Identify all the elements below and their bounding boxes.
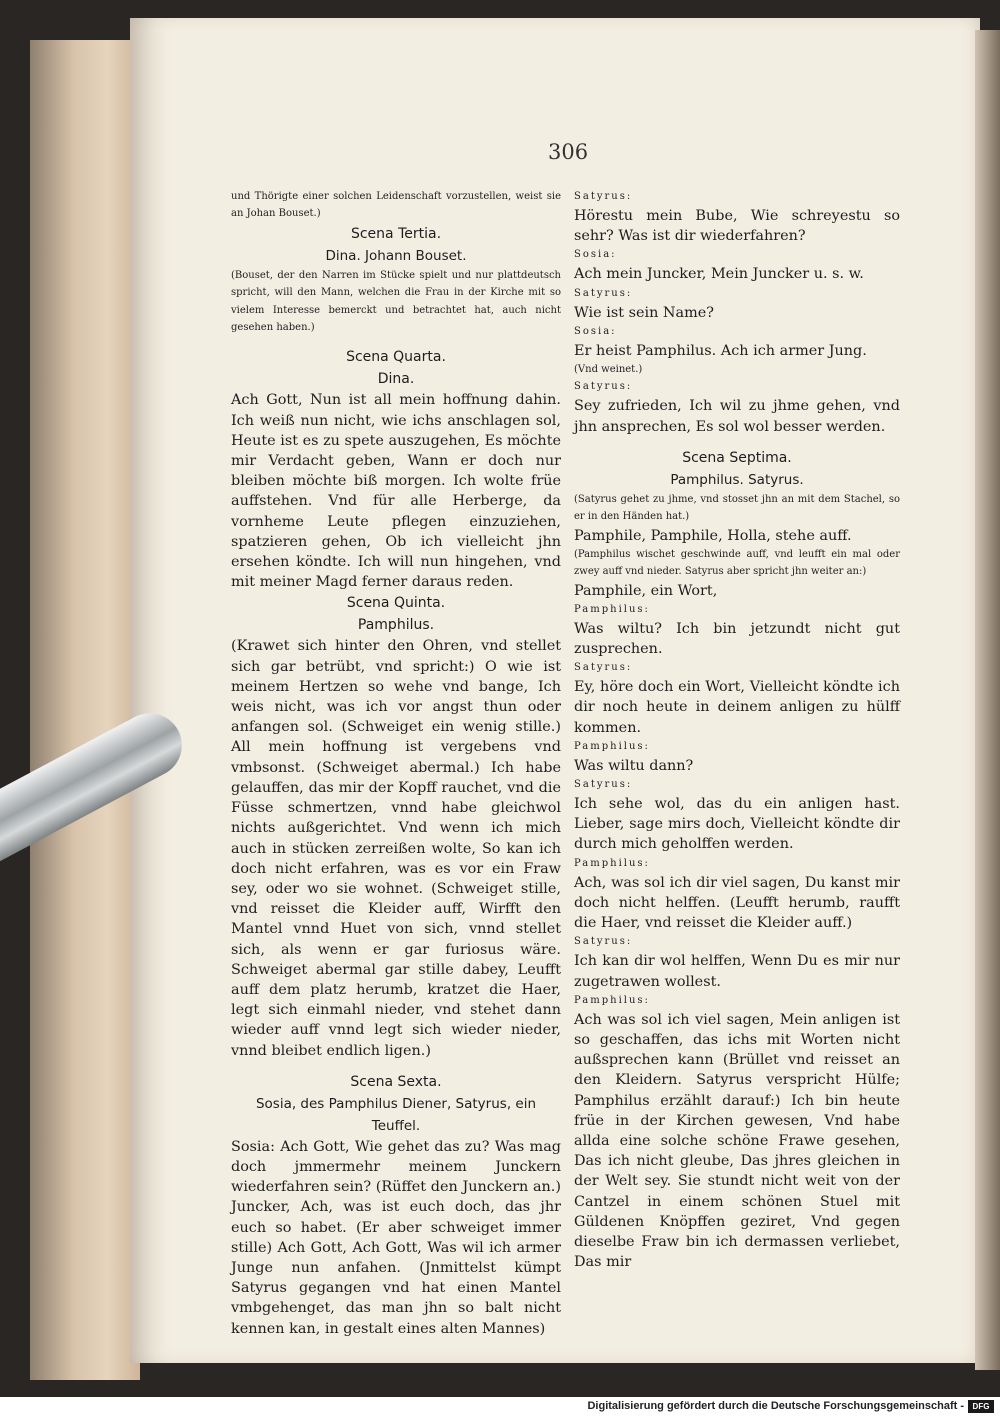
- footer-credit: Digitalisierung gefördert durch die Deutsche Forschungsgemeinschaft -: [587, 1400, 964, 1412]
- text-paragraph: Wie ist sein Name?: [574, 304, 714, 321]
- speaker-label: Pamphilus:: [574, 994, 650, 1006]
- stage-direction: (Bouset, der den Narren im Stücke spielt und nur plattdeutsch spricht, will den Mann, welchen die Frau in der Kirche mit so vielem Interesse bemerckt und betrachtet hat, auch nicht gesehen haben.): [231, 269, 561, 334]
- footer-bar: [0, 1397, 1000, 1417]
- speaker-label: Satyrus:: [574, 287, 633, 299]
- text-paragraph: Ach was sol ich viel sagen, Mein anligen ist so geschaffen, das ichs mit Worten nicht außsprechen kann (Brüllet vnd reisset an den Kleidern. Satyrus verspricht Hülfe; Pamphilus erzählt darauf:) Ich bin heute früe in der Kirchen gewesen, Vnd habe allda eine solche schöne Frawe gesehen, Das ich nicht gleube, Das jhres gleichen in der Welt sey. Sie stundt nicht weit von der Cantzel in einem schönen Stuel mit Güldenen Knöpffen geziret, Vnd gegen dieselbe Fraw bin ich dermassen verliebet, Das mir: [574, 1011, 900, 1271]
- text-paragraph: Ach, was sol ich dir viel sagen, Du kanst mir doch nicht helffen. (Leufft herumb, raufft die Haer, vnd reisset die Kleider auff.): [574, 874, 900, 932]
- text-paragraph: Pamphile, ein Wort,: [574, 582, 718, 599]
- stage-direction: und Thörigte einer solchen Leidenschaft vorzustellen, weist sie an Johan Bouset.): [231, 191, 561, 220]
- text-paragraph: Ich sehe wol, das du ein anligen hast. Lieber, sage mirs doch, Vielleicht köndte dir durch mich geholffen werden.: [574, 796, 900, 853]
- scene-characters: Pamphilus. Satyrus.: [670, 471, 804, 488]
- left-text-column: [231, 188, 561, 1339]
- text-paragraph: Hörestu mein Bube, Wie schreyestu so sehr? Was ist dir wiederfahren?: [574, 208, 900, 245]
- speaker-label: Pamphilus:: [574, 603, 650, 615]
- text-paragraph: Ach mein Juncker, Mein Juncker u. s. w.: [574, 266, 864, 283]
- text-paragraph: Was wiltu? Ich bin jetzundt nicht gut zusprechen.: [574, 620, 900, 658]
- speaker-label: Sosia:: [574, 325, 617, 337]
- text-paragraph: Ach Gott, Nun ist all mein hoffnung dahin. Ich weiß nun nicht, wie ichs anschlagen sol, Heute ist es zu spete auszugehen, Es möchte mir Verdacht geben, Wann er doch nur bleiben möchte biß morgen. Ich wolte früe auffstehen. Vnd für alle Herberge, da vornheme Leute pflegen einzuziehen, spatzieren gehen, Ob ich vielleicht jhn ersehen köndte. Ich will nun hingehen, vnd mit meiner Magd ferner daraus reden.: [231, 392, 561, 591]
- scene-characters: Dina. Johann Bouset.: [325, 247, 467, 264]
- spacer: [574, 437, 900, 447]
- speaker-label: Sosia:: [574, 249, 617, 261]
- stage-direction: (Pamphilus wischet geschwinde auff, vnd leufft ein mal oder zwey auff vnd nieder. Satyrus aber spricht jhn weiter an:): [574, 548, 900, 578]
- speaker-label: Satyrus:: [574, 662, 633, 674]
- scene-heading: Scena Sexta.: [350, 1073, 442, 1090]
- speaker-label: Pamphilus:: [574, 740, 650, 752]
- scene-heading: Pamphilus.: [357, 617, 435, 634]
- page-number: 306: [548, 140, 589, 164]
- text-paragraph: Er heist Pamphilus. Ach ich armer Jung.: [574, 342, 867, 359]
- book-spine-edge: [975, 30, 1000, 1370]
- book-page-edges: [30, 40, 140, 1380]
- dfg-logo: DFG: [968, 1400, 994, 1413]
- text-paragraph: Sosia: Ach Gott, Wie gehet das zu? Was mag doch jmmermehr meinem Junckern wiederfahren sein? (Rüffet den Junckern an.) Juncker, Ach, was ist euch doch, das jhr euch so habet. (Er aber schweiget immer stille) Ach Gott, Ach Gott, Was wil ich armer Junge nun anfahen. (Jnmittelst kümpt Satyrus gegangen vnd hat einen Mantel vmbgehenget, das man jhn so balt nicht kennen kan, in gestalt eines alten Mannes): [231, 1138, 561, 1337]
- speaker-label: Satyrus:: [574, 191, 633, 202]
- scene-heading: Scena Tertia.: [350, 225, 442, 242]
- speaker-label: Pamphilus:: [574, 857, 650, 869]
- speaker-label: Satyrus:: [574, 779, 633, 791]
- stage-direction: (Vnd weinet.): [574, 364, 643, 376]
- scene-heading: Dina.: [377, 371, 415, 388]
- text-paragraph: Was wiltu dann?: [574, 757, 694, 774]
- spacer: [231, 336, 561, 346]
- stage-direction: (Satyrus gehet zu jhme, vnd stosset jhn an mit dem Stachel, so er in den Händen hat.): [574, 493, 900, 523]
- right-text-column: [574, 188, 900, 1272]
- scene-heading: Scena Septima.: [682, 449, 792, 466]
- scene-heading: Scena Quarta.: [346, 349, 446, 366]
- spacer: [231, 1061, 561, 1071]
- scene-characters: Sosia, des Pamphilus Diener, Satyrus, ein Teuffel.: [255, 1095, 537, 1134]
- text-paragraph: Ich kan dir wol helffen, Wenn Du es mir nur zugetrawen wollest.: [574, 953, 900, 990]
- text-paragraph: Pamphile, Pamphile, Holla, stehe auff.: [574, 527, 852, 544]
- speaker-label: Satyrus:: [574, 381, 633, 393]
- text-paragraph: Ey, höre doch ein Wort, Vielleicht köndte ich dir noch heute in deinem anligen zu hülff kommen.: [574, 679, 900, 736]
- text-paragraph: Sey zufrieden, Ich wil zu jhme gehen, vnd jhn ansprechen, Es sol wol besser werden.: [574, 398, 900, 435]
- scene-heading: Scena Quinta.: [346, 595, 446, 612]
- speaker-label: Satyrus:: [574, 936, 633, 948]
- text-paragraph: (Krawet sich hinter den Ohren, vnd stellet sich gar betrübt, vnd spricht:) O wie ist meinem Hertzen so wehe vnd bange, Ich weis nicht, was ich vor angst thun oder anfangen sol. (Schweiget ein wenig stille.) All mein hoffnung ist vergebens vnd vmbsonst. (Schweiget abermal.) Ich habe gelauffen, das mir der Kopff rauchet, vnd die Füsse schmertzen, vnnd habe gleichwol nichts außgerichtet. Vnd wenn ich mich auch in stücken zerreißen wolte, So kan ich doch nicht erfahren, was es vor ein Fraw sey, oder wo sie wohnet. (Schweiget stille, vnd reisset die Kleider auff, Wirfft den Mantel vnnd Huet von sich, vnnd stellet sich, als wenn er gar furiosus wäre. Schweiget abermal gar stille dabey, Leufft auff dem platz herumb, kratzet die Haer, legt sich einmahl nieder, vnd stehet dann wieder auff vnnd legt sich wieder nieder, vnnd bleibet endlich ligen.): [231, 638, 561, 1059]
